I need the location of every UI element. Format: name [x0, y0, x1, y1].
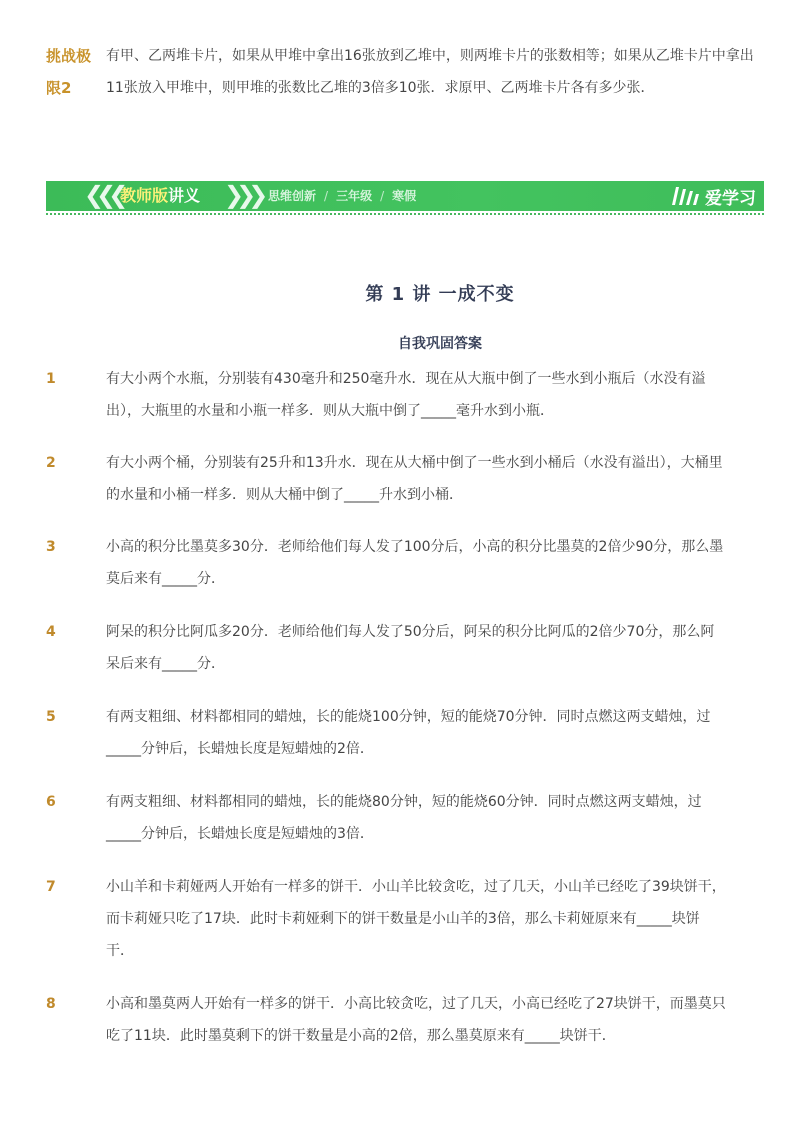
chevron-left-icon: ❮❮❮ [84, 181, 121, 209]
logo-mark-icon [670, 185, 700, 207]
lecture-title: 第 1 讲 一成不变 [365, 284, 515, 305]
problem-text: 有大小两个水瓶，分别装有430毫升和250毫升水．现在从大瓶中倒了一些水到小瓶后（水没有溢出），大瓶里的水量和小瓶一样多．则从大瓶中倒了_____毫升水到小瓶． [106, 371, 706, 419]
problem-text: 有两支粗细、材料都相同的蜡烛，长的能烧80分钟，短的能烧60分钟．同时点燃这两支蜡烛，过_____分钟后，长蜡烛长度是短蜡烛的3倍． [106, 794, 702, 842]
problem-number: 8 [46, 996, 56, 1012]
problem-text: 有两支粗细、材料都相同的蜡烛，长的能烧100分钟，短的能烧70分钟．同时点燃这两支蜡烛，过_____分钟后，长蜡烛长度是短蜡烛的2倍． [106, 709, 711, 757]
brand-part1: 教师版 [120, 186, 169, 205]
problem-text: 小山羊和卡莉娅两人开始有一样多的饼干．小山羊比较贪吃，过了几天，小山羊已经吃了39块饼干，而卡莉娅只吃了17块．此时卡莉娅剩下的饼干数量是小山羊的3倍，那么卡莉娅原来有_____块饼干． [106, 879, 726, 959]
challenge-text: 有甲、乙两堆卡片，如果从甲堆中拿出16张放到乙堆中，则两堆卡片的张数相等；如果从乙堆卡片中拿出11张放入甲堆中，则甲堆的张数比乙堆的3倍多10张．求原甲、乙两堆卡片各有多少张． [106, 48, 754, 96]
problem-number: 4 [46, 624, 56, 640]
problem-item [46, 363, 726, 427]
problem-text: 阿呆的积分比阿瓜多20分．老师给他们每人发了50分后，阿呆的积分比阿瓜的2倍少70分，那么阿呆后来有_____分． [106, 624, 715, 672]
crumb-course: 思维创新 [268, 189, 317, 203]
breadcrumb [268, 181, 416, 211]
problem-item [46, 447, 726, 511]
problem-item [46, 616, 726, 680]
crumb-separator: / [380, 189, 385, 203]
chevron-right-icon: ❯❯❯ [224, 181, 261, 209]
logo-text: 爱学习 [705, 188, 756, 209]
problem-number: 3 [46, 539, 56, 555]
crumb-term: 寒假 [392, 189, 417, 203]
problem-number: 1 [46, 371, 56, 387]
problem-text: 小高的积分比墨莫多30分．老师给他们每人发了100分后，小高的积分比墨莫的2倍少90分，那么墨莫后来有_____分． [106, 539, 724, 587]
crumb-separator: / [324, 189, 329, 203]
challenge-block [46, 40, 766, 104]
problem-text: 有大小两个桶，分别装有25升和13升水．现在从大桶中倒了一些水到小桶后（水没有溢出），大桶里的水量和小桶一样多．则从大桶中倒了_____升水到小桶． [106, 455, 723, 503]
challenge-label: 挑战极限2 [46, 47, 92, 97]
crumb-grade: 三年级 [336, 189, 373, 203]
header-banner [46, 181, 764, 211]
problem-number: 5 [46, 709, 56, 725]
problem-number: 6 [46, 794, 56, 810]
problem-item [46, 786, 726, 850]
banner-dotted-divider [46, 213, 764, 215]
problem-item [46, 531, 726, 595]
problem-number: 7 [46, 879, 56, 895]
logo [670, 181, 756, 211]
problem-item [46, 871, 726, 967]
brand-part2: 讲义 [168, 186, 201, 205]
banner-brand [120, 181, 200, 211]
problem-item [46, 988, 726, 1052]
problem-item [46, 701, 726, 765]
problem-number: 2 [46, 455, 56, 471]
section-title: 自我巩固答案 [398, 336, 482, 352]
problem-text: 小高和墨莫两人开始有一样多的饼干．小高比较贪吃，过了几天，小高已经吃了27块饼干，而墨莫只吃了11块．此时墨莫剩下的饼干数量是小高的2倍，那么墨莫原来有_____块饼干． [106, 996, 726, 1044]
